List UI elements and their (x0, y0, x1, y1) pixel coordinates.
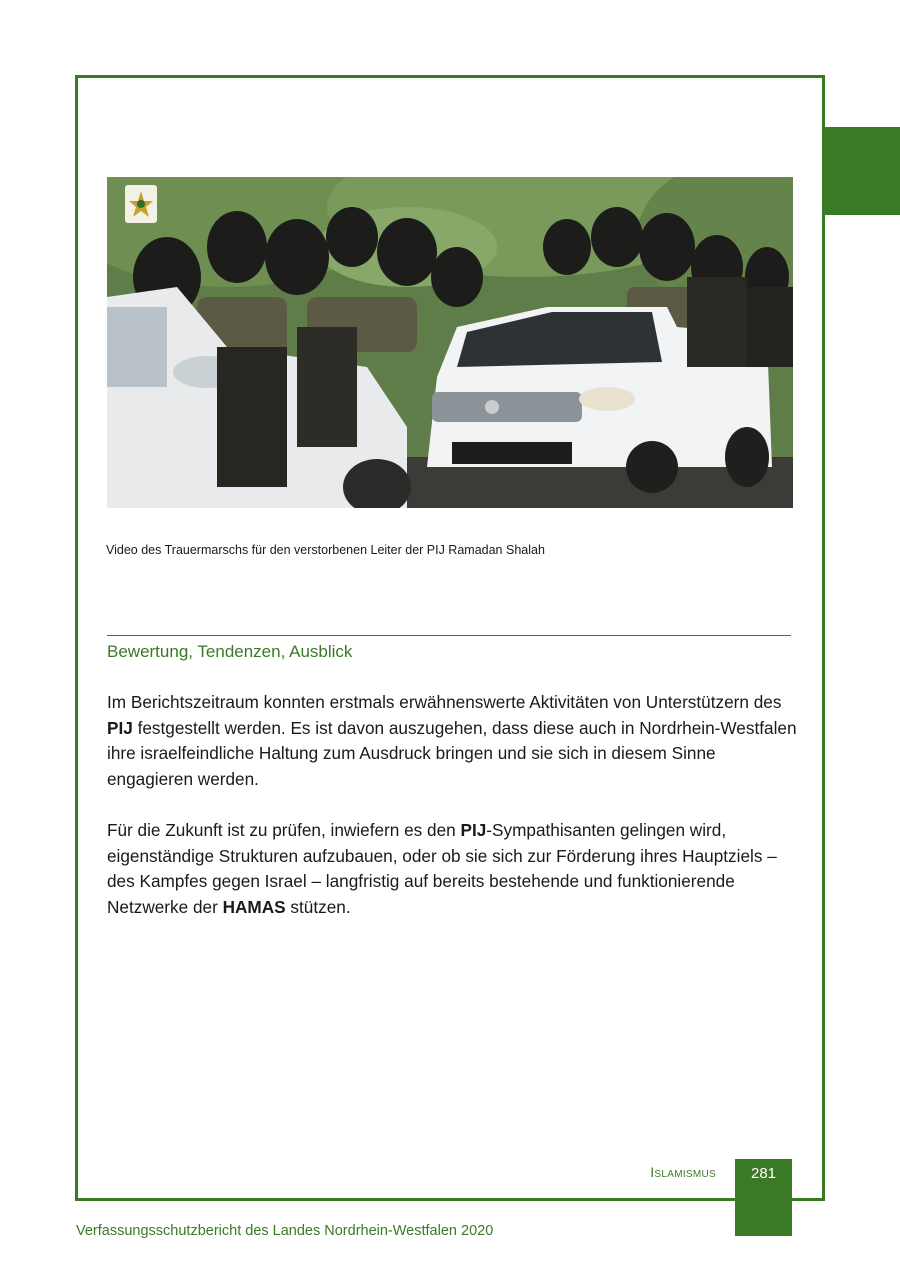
page-number: 281 (750, 1165, 777, 1182)
assessment-paragraph-2 (107, 818, 797, 920)
section-divider (107, 635, 791, 636)
page-number-box (735, 1159, 792, 1236)
paragraph-text: -Sympathisanten gelingen wird, eigenständige Strukturen aufzubauen, oder ob sie sich zur Förderung ihres Hauptziels – des Kampfes gegen Israel – langfristig auf bereits bestehende und funktionierende Netzwerke der (107, 820, 777, 917)
assessment-paragraph-1 (107, 690, 797, 792)
chapter-tab-marker (823, 127, 900, 215)
paragraph-text: Für die Zukunft ist zu prüfen, inwiefern es den (107, 820, 461, 840)
chapter-label: Islamismus (650, 1164, 716, 1180)
paragraph-text: festgestellt werden. Es ist davon auszugehen, dass diese auch in Nordrhein-Westfalen ihre israelfeindliche Haltung zum Ausdruck bringen und sie sich in diesem Sinne engagieren werden. (107, 717, 797, 789)
document-title-footer: Verfassungsschutzbericht des Landes Nordrhein-Westfalen 2020 (76, 1223, 494, 1239)
organization-emblem-icon (125, 185, 157, 223)
convoy-photo (107, 177, 793, 508)
photo-caption: Video des Trauermarschs für den verstorbenen Leiter der PIJ Ramadan Shalah (106, 543, 545, 557)
bold-term: PIJ (460, 820, 487, 840)
bold-term: HAMAS (222, 896, 286, 917)
paragraph-text: Im Berichtszeitraum konnten erstmals erwähnenswerte Aktivitäten von Unterstützern des (107, 692, 782, 712)
section-heading: Bewertung, Tendenzen, Ausblick (107, 642, 353, 661)
bold-term: PIJ (107, 717, 133, 738)
paragraph-text: stützen. (285, 896, 351, 917)
